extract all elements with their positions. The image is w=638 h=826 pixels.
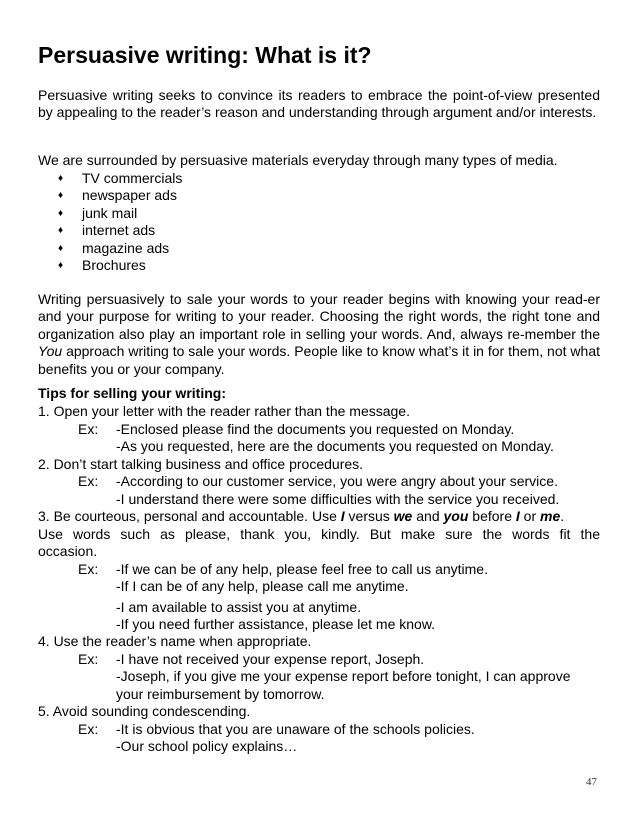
list-item: ♦ internet ads [58, 222, 156, 239]
example-label: Ex: [78, 651, 99, 667]
diamond-bullet-icon: ♦ [58, 190, 64, 202]
list-item: ♦ junk mail [58, 204, 138, 221]
tip-5: 5. Avoid sounding condescending. [38, 703, 251, 719]
list-item: ♦ Brochures [58, 256, 146, 273]
intro-paragraph: Persuasive writing seeks to convince its readers to embrace the point-of-view presented by appealing to the reader’s reason and understanding through argument and/or interests. [38, 87, 600, 121]
example-label: Ex: [78, 473, 99, 489]
tip-3-line-3: occasion. [38, 543, 98, 559]
media-list [58, 170, 182, 274]
list-item: ♦ magazine ads [58, 239, 170, 256]
page-number: 47 [586, 776, 597, 788]
example-label: Ex: [78, 561, 99, 577]
diamond-bullet-icon: ♦ [58, 225, 64, 237]
example-label: Ex: [78, 721, 99, 737]
diamond-bullet-icon: ♦ [58, 259, 64, 271]
example-label: Ex: [78, 421, 99, 437]
tip-3: 3. Be courteous, personal and accountable. Use I versus we and you before I or me. [38, 508, 565, 524]
diamond-bullet-icon: ♦ [58, 242, 64, 254]
list-item: ♦ TV commercials [58, 170, 183, 186]
tip-2: 2. Don’t start talking business and office procedures. [38, 456, 364, 472]
media-intro-text: We are surrounded by persuasive materials everyday through many types of media. [38, 152, 558, 168]
list-item: ♦ newspaper ads [58, 187, 177, 204]
tip-1: 1. Open your letter with the reader rather than the message. [38, 403, 410, 419]
diamond-bullet-icon: ♦ [58, 173, 64, 184]
tip-4: 4. Use the reader’s name when appropriate. [38, 633, 312, 649]
page-title: Persuasive writing: What is it? [38, 42, 372, 68]
tip-3-line-2: Use words such as please, thank you, kindly. But make sure the words fit the [38, 526, 600, 542]
diamond-bullet-icon: ♦ [58, 207, 64, 219]
emphasis-you: You [38, 343, 63, 360]
tips-heading: Tips for selling your writing: [38, 385, 226, 401]
body-paragraph: Writing persuasively to sale your words to your reader begins with knowing your read-er and your purpose for writing to your reader. Choosing the right words, the right tone and organization also play an important role in selling your words. And, always re-member the You approach writing to sale your words. People like to know what’s it in for them, not what benefits you or your company. [38, 291, 600, 377]
